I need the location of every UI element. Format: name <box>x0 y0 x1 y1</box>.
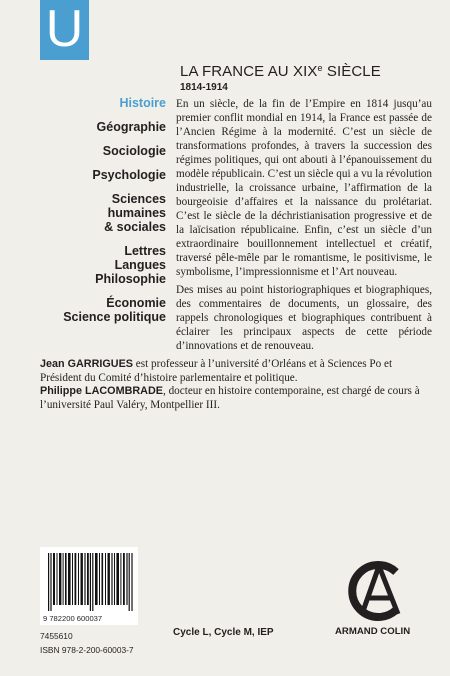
author-1-name: Jean GARRIGUES <box>40 358 133 370</box>
book-dates: 1814-1914 <box>180 82 228 93</box>
title-suffix: SIÈCLE <box>322 63 381 80</box>
discipline-sociologie: Sociologie <box>102 144 166 158</box>
publisher-name: ARMAND COLIN <box>335 626 411 637</box>
discipline-economie: Économie Science politique <box>63 296 166 324</box>
title-sup: e <box>317 63 323 73</box>
title-main: LA FRANCE AU XIX <box>180 63 318 80</box>
series-letter: U <box>45 0 84 58</box>
discipline-lettres: Lettres Langues Philosophie <box>95 244 166 286</box>
cycle-level: Cycle L, Cycle M, IEP <box>173 627 274 638</box>
barcode-bars <box>48 553 134 611</box>
product-code: 7455610 <box>40 631 73 641</box>
author-1 <box>40 358 420 385</box>
series-tab <box>40 0 89 60</box>
author-bios <box>40 358 420 412</box>
summary-paragraph-1: En un siècle, de la fin de l’Empire en 1814 jusqu’au premier conflit mondial en 1914, la France est passée de l’Ancien Régime à la modernité. C’est un siècle de transformations profondes, à travers la succession des régimes politiques, qui ont abouti à l’épanouissement du modèle républicain. C’est un siècle qui a vu la révolution industrielle, la croissance urbaine, l’affirmation de la bourgeoisie d’affaires et la naissance du prolétariat. C’est le siècle de la déchristianisation progressive et de la laïcisation républicaine. Enfin, c’est un siècle d’un extraordinaire bouillonnement intellectuel et créatif, traversé pêle-mêle par le romantisme, le positivisme, le symbolisme, l’impressionnisme et l’Art nouveau. <box>176 98 432 278</box>
discipline-list <box>56 96 166 334</box>
author-1-bio: est professeur à l’université d’Orléans et à Sciences Po et Président du Comité d’histoire parlementaire et politique. <box>40 358 393 384</box>
discipline-sciences-humaines: Sciences humaines & sociales <box>104 192 166 234</box>
discipline-psychologie: Psychologie <box>92 168 166 182</box>
barcode <box>40 547 138 625</box>
discipline-histoire: Histoire <box>119 96 166 110</box>
discipline-geographie: Géographie <box>96 120 166 134</box>
barcode-number: 9 782200 600037 <box>43 614 103 623</box>
book-title <box>180 63 381 80</box>
author-2-bio: , docteur en histoire contemporaine, est chargé de cours à l’université Paul Valéry, Montpellier III. <box>40 385 420 411</box>
isbn: ISBN 978-2-200-60003-7 <box>40 645 134 655</box>
author-2-name: Philippe LACOMBRADE <box>40 385 163 398</box>
book-summary <box>176 97 432 357</box>
author-2 <box>40 385 420 412</box>
armand-colin-logo <box>346 560 412 622</box>
summary-paragraph-2: Des mises au point historiographiques et biographiques, des commentaires de documents, un glossaire, des rappels chronologiques et biographiques contribuent à éclairer les principaux aspects de cette période d’innovations et de renouveau. <box>176 284 432 352</box>
